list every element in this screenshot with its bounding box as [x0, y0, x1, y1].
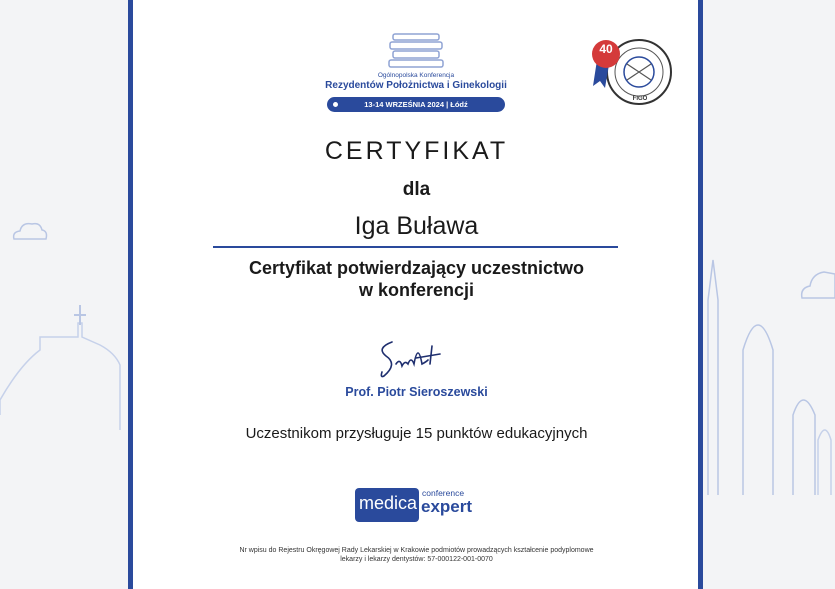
recipient-name: Iga Buława: [354, 212, 479, 240]
certificate-text: [135, 257, 698, 301]
expert-text: expert: [421, 497, 473, 516]
dot-icon: [331, 100, 340, 109]
left-decor-panel: [0, 0, 128, 589]
organizer-logo: [355, 488, 480, 524]
conference-dates: 13-14 WRZEŚNIA 2024 | Łódź: [364, 100, 468, 109]
seal-number: 40: [599, 42, 613, 56]
medica-text: medica: [359, 493, 418, 513]
books-icon: [387, 32, 445, 70]
right-skyline-icon: [703, 240, 835, 500]
anniversary-seal: [587, 34, 675, 108]
certificate-text-line1: Certyfikat potwierdzający uczestnictwo: [248, 258, 585, 278]
conference-logo: [325, 32, 507, 114]
signer-name: Prof. Piotr Sieroszewski: [345, 385, 488, 399]
left-skyline-icon: [0, 305, 128, 430]
conference-subtitle: Ogólnopolska Konferencja: [377, 72, 455, 79]
conference-text: conference: [422, 488, 465, 498]
certificate-for: dla: [402, 179, 431, 200]
certificate-title: CERTYFIKAT: [324, 137, 509, 165]
conference-name: Rezydentów Położnictwa i Ginekologii: [325, 80, 507, 91]
education-points: Uczestnikom przysługuje 15 punktów edukacyjnych: [245, 425, 588, 442]
footnote-line1: Nr wpisu do Rejestru Okręgowej Rady Lekarskiej w Krakowie podmiotów prowadzących kształcenie podyplomowe: [239, 547, 594, 554]
left-border-line: [128, 0, 133, 589]
name-underline: [213, 246, 618, 248]
conference-dates-badge: [327, 97, 505, 112]
registry-footnote: [135, 546, 698, 564]
certificate-text-line2: w konferencji: [358, 280, 475, 300]
right-border-line: [698, 0, 703, 589]
footnote-line2: lekarzy i lekarzy dentystów: 57-000122-001-0070: [340, 556, 493, 563]
cloud-left-icon: [10, 218, 50, 242]
signature-image: [372, 334, 452, 382]
seal-text: FIGO: [632, 96, 648, 102]
